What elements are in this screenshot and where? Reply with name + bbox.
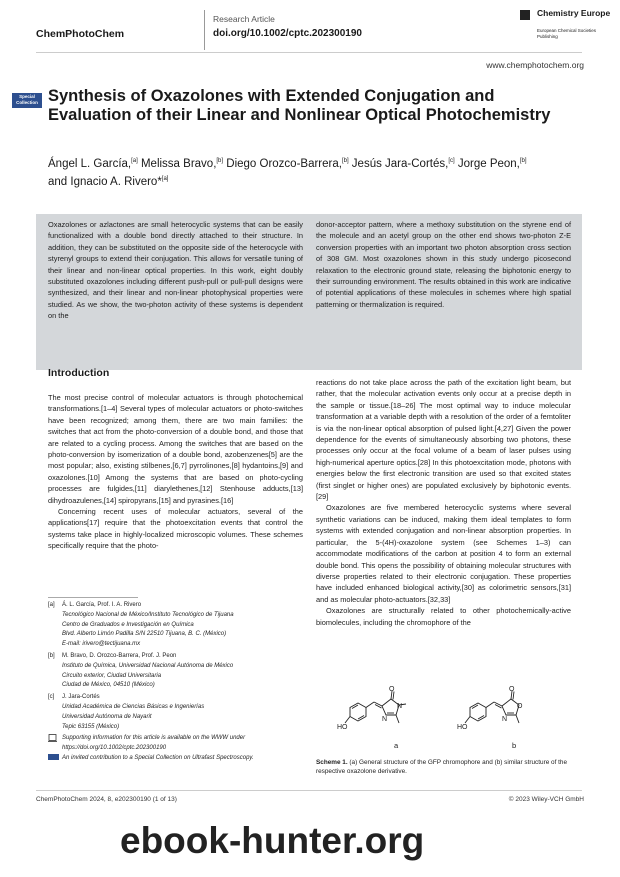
- affiliation-mark: [b]: [519, 158, 527, 165]
- scheme-structures: [336, 685, 566, 757]
- footer-copyright: © 2023 Wiley-VCH GmbH: [508, 796, 584, 803]
- publisher-name: Chemistry Europe: [537, 8, 611, 18]
- affiliation-mark: [a]: [131, 158, 138, 165]
- affiliation-mark: [b]: [216, 158, 224, 165]
- affiliation-c: [c] J. Jara-Cortés Unidad Académica de Ciencias Básicas e Ingenierías Universidad Autónoma de Nayarit Tepic 63155 (México): [48, 694, 205, 730]
- structure-a-label: a: [394, 741, 399, 750]
- document-icon: [48, 734, 57, 747]
- doi-link[interactable]: doi.org/10.1002/cptc.202300190: [213, 28, 362, 39]
- header-divider: [204, 10, 205, 50]
- author: Jorge Peon,: [454, 158, 520, 170]
- oxygen-label: O: [389, 686, 395, 693]
- logo-mark-icon: [520, 10, 530, 20]
- paragraph: reactions do not take place across the path of the excitation light beam, but rather, that the molecular activation events only occur at a precise depth in the sample or tissue.[18–26] The most optimal way to induce molecular transformation at a variable depth with a resolution of the order of a femtoliter is via the non-linear optical absorption of pulsed light.[4,27] Given the power dependence for the events of simultaneously absorbing two photons, these processes only occur at the focal volume of a beam of laser pulses using high-numerical aperture optics.[28] In this photoexcitation mode, photons with energies below the first electronic transition are used so that excited states (first singlet or higher ones) are populated exclusively by biphotonic events.[29]: [316, 378, 571, 502]
- abstract-box: [36, 214, 582, 370]
- abstract-right-column: donor-acceptor pattern, where a methoxy substitution on the styrene end of the molecule and an acetyl group on the other end shows two-photon Z-E conversion properties with an important two photon absorption cross section of 308 GM. Most oxazolones shown in this study undergo picosecond relaxation to the electronic ground state, releasing the biphotonic energy to their surrounding environment. The results obtained in this work are indicative of potential applications of these molecules in schemes where high spatial patterning or thermalization is required.: [316, 220, 571, 309]
- author: Diego Orozco-Barrera,: [223, 158, 342, 170]
- section-heading: Introduction: [48, 367, 110, 379]
- body-left-column: [48, 392, 303, 552]
- special-collection-badge: Special Collection: [12, 93, 42, 108]
- paragraph: Oxazolones are five membered heterocyclic systems where several synthetic variations can be induced, making them ideal templates to form systems with extended conjugation and non-linear absorption properties. In particular, the 5-(4H)-oxazolone system (see Schemes 1–3) can accommodate modifications of the carbon at position 4 to form an external double bond. This opens the possibility of obtaining molecular structures with diverse properties related to their electronic conjugation. These properties have included enhanced biological activity,[30] as colorimetric sensors,[31] and as molecular photo-actuators.[32,33]: [316, 503, 571, 604]
- email-link[interactable]: E-mail: irivero@tectijuana.mx: [62, 641, 141, 648]
- footer-rule: [36, 790, 582, 791]
- oxygen-label: O: [509, 686, 515, 693]
- author: Melissa Bravo,: [137, 158, 217, 170]
- supporting-info-note: Supporting information for this article is available on the WWW under https://doi.org/10.1002/cptc.202300190: [48, 734, 306, 754]
- hydroxyl-label: HO: [457, 724, 468, 731]
- affiliation-mark: [c]: [448, 158, 455, 165]
- supporting-info-link[interactable]: https://doi.org/10.1002/cptc.202300190: [62, 745, 167, 752]
- author-list: [48, 155, 588, 191]
- nitrogen-label: N: [502, 716, 508, 723]
- publisher-subtitle: European Chemical Societies Publishing: [537, 28, 597, 39]
- body-right-column: [316, 377, 571, 628]
- structure-b-label: b: [512, 741, 517, 750]
- nitrogen-label: N: [382, 716, 388, 723]
- journal-name: ChemPhotoChem: [36, 28, 125, 40]
- journal-website[interactable]: www.chemphotochem.org: [486, 60, 584, 70]
- article-title: Synthesis of Oxazolones with Extended Conjugation and Evaluation of their Linear and Nonlinear Optical Photochemistry: [48, 87, 551, 124]
- special-collection-note: An invited contribution to a Special Collection on Ultrafast Spectroscopy.: [48, 754, 306, 764]
- structure-b: [465, 691, 519, 723]
- footnote-rule: [48, 597, 138, 598]
- scheme-caption: Scheme 1. (a) General structure of the GFP chromophore and (b) similar structure of the respective oxazolone derivative.: [316, 759, 568, 776]
- paragraph: The most precise control of molecular actuators is through photochemical transformations.[1–4] Several types of molecular actuators or photo-switches have been recognized; among them, there are two main families: the switches that act from the photo-conversion of a double bond, and those that are related to a cycling process. Among the switches that are based on the photo-conversion by isomerization of a double bond, azobenzenes[5] are the most popular; also, existing stilbenes,[6,7] pyrrolinones,[8] hydantoins,[9] and oxazolones.[10] Among the systems that are based on photo-cycling processes are fulgides,[11] diarylethenes,[12] Stenhouse adducts,[13] dihydroazulenes,[14] spiropyrans,[15] and pyrasines.[16]: [48, 393, 303, 505]
- special-collection-icon: [48, 754, 59, 765]
- affiliation-mark: [a]: [161, 176, 169, 183]
- affiliations: [48, 601, 306, 764]
- article-type: Research Article: [213, 14, 275, 24]
- author: Jesús Jara-Cortés,: [348, 158, 449, 170]
- nitrogen-label: N: [397, 703, 403, 710]
- author: and Ignacio A. Rivero*: [48, 176, 162, 188]
- affiliation-mark: [b]: [341, 158, 349, 165]
- author: Ángel L. García,: [48, 158, 132, 170]
- watermark: ebook-hunter.org: [120, 820, 425, 861]
- affiliation-a: [a] Á. L. García, Prof. I. A. Rivero Tecnológico Nacional de México/Instituto Tecnológico de Tijuana Centro de Graduados e Investigación en Química Blvd. Alberto Limón Padilla S/N 22510 Tijuana, B. C. (México) E-mail: irivero@tectijuana.mx: [48, 602, 234, 648]
- oxygen-label: O: [517, 703, 523, 710]
- abstract-left-column: Oxazolones or azlactones are small heterocyclic systems that can be easily functionalized with a double bond directly attached to their structure. In addition, they can be substituted on the opposite side of the heterocycle with styrenyl groups to extend their conjugation. This allows for versatile tuning of their linear and non-linear optical properties. In this work, eight doubly substituted oxazolones including different push-pull or pull-pull designs were synthesized, and their linear and non-linear photophysical properties were studied. As we show, the two-photon activity of these systems is dependent on the: [48, 220, 303, 321]
- affiliation-b: [b] M. Bravo, D. Orozco-Barrera, Prof. J. Peon Instituto de Química, Universidad Nacional Autónoma de México Circuito exterior, Ciudad Universitaria Ciudad de México, 04510 (México): [48, 652, 234, 689]
- paragraph: Oxazolones are structurally related to other photochemically-active biomolecules, including the chromophore of the: [316, 606, 571, 627]
- paragraph: Concerning recent uses of molecular actuators, several of the applications[17] require that the photoexcitation events that control the systems take place in highly-localized microscopic volumes. These schemes specifically require that the photo-: [48, 507, 303, 551]
- footer-citation: ChemPhotoChem 2024, 8, e202300190 (1 of 13): [36, 796, 177, 803]
- hydroxyl-label: HO: [337, 724, 348, 731]
- header-rule: [36, 52, 582, 53]
